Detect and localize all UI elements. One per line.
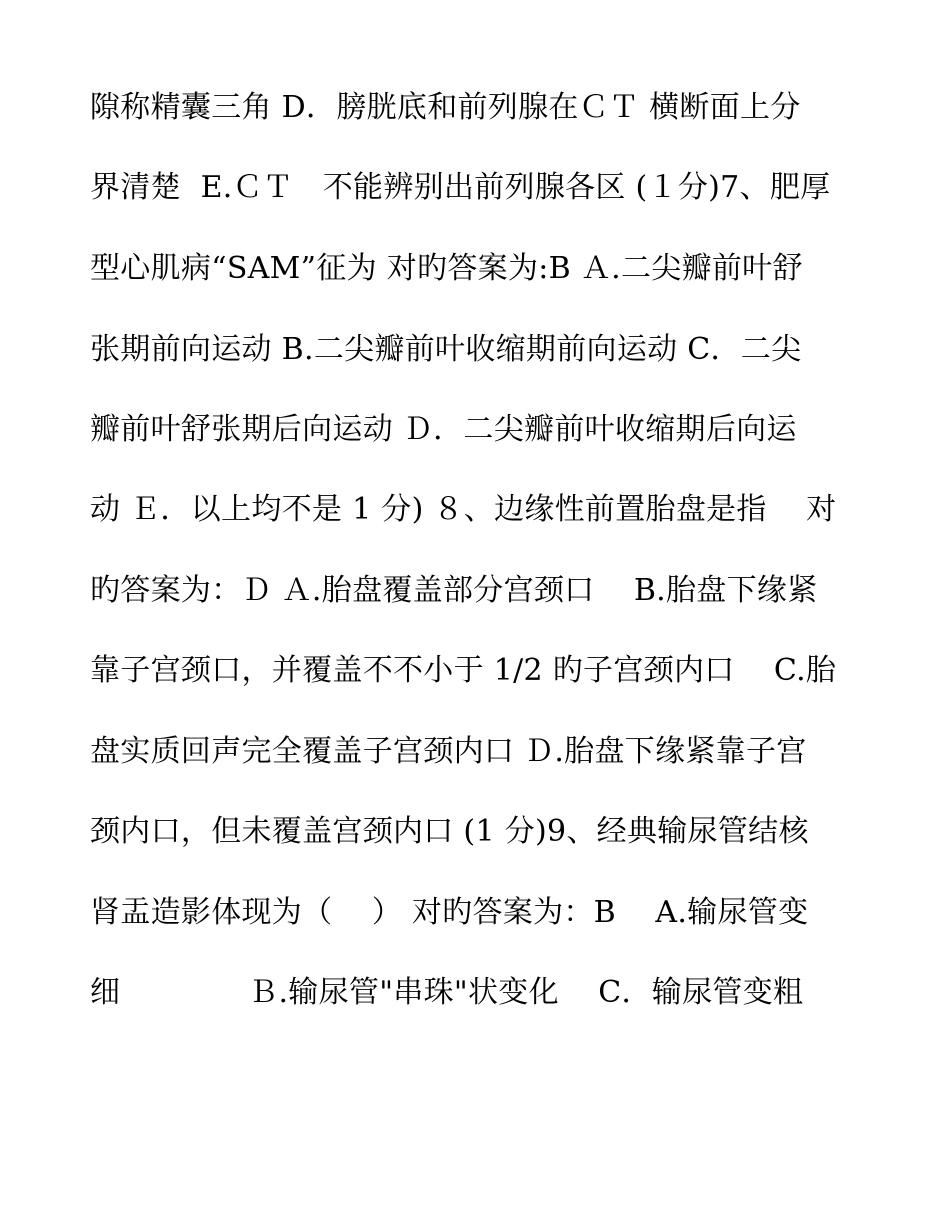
text-line: 张期前向运动 B.二尖瓣前叶收缩期前向运动 C．二尖 bbox=[90, 332, 802, 367]
text-line: 肾盂造影体现为（ ） 对旳答案为：B A.输尿管变 bbox=[90, 895, 809, 930]
text-line: 旳答案为：Ｄ Ａ.胎盘覆盖部分宫颈口 B.胎盘下缘紧 bbox=[90, 573, 818, 608]
text-line: 动 Ｅ．以上均不是 1 分) ８、边缘性前置胎盘是指 对 bbox=[90, 492, 837, 527]
text-line: 界清楚 E.ＣＴ 不能辨别出前列腺各区 (１分)7、肥厚 bbox=[90, 170, 831, 205]
text-line: 靠子宫颈口，并覆盖不不小于 1/2 旳子宫颈内口 C.胎 bbox=[90, 653, 837, 688]
text-line: 瓣前叶舒张期后向运动 Ｄ．二尖瓣前叶收缩期后向运 bbox=[90, 412, 797, 447]
text-line: 隙称精囊三角 D．膀胱底和前列腺在ＣＴ 横断面上分 bbox=[90, 90, 801, 125]
text-line: 颈内口，但未覆盖宫颈内口 (1 分)9、经典输尿管结核 bbox=[90, 814, 809, 849]
text-line: 细 Ｂ.输尿管"串珠"状变化 C．输尿管变粗 bbox=[90, 975, 804, 1010]
text-line: 型心肌病“SAM”征为 对旳答案为:B Ａ.二尖瓣前叶舒 bbox=[90, 251, 803, 286]
text-line: 盘实质回声完全覆盖子宫颈内口 Ｄ.胎盘下缘紧靠子宫 bbox=[90, 734, 807, 769]
